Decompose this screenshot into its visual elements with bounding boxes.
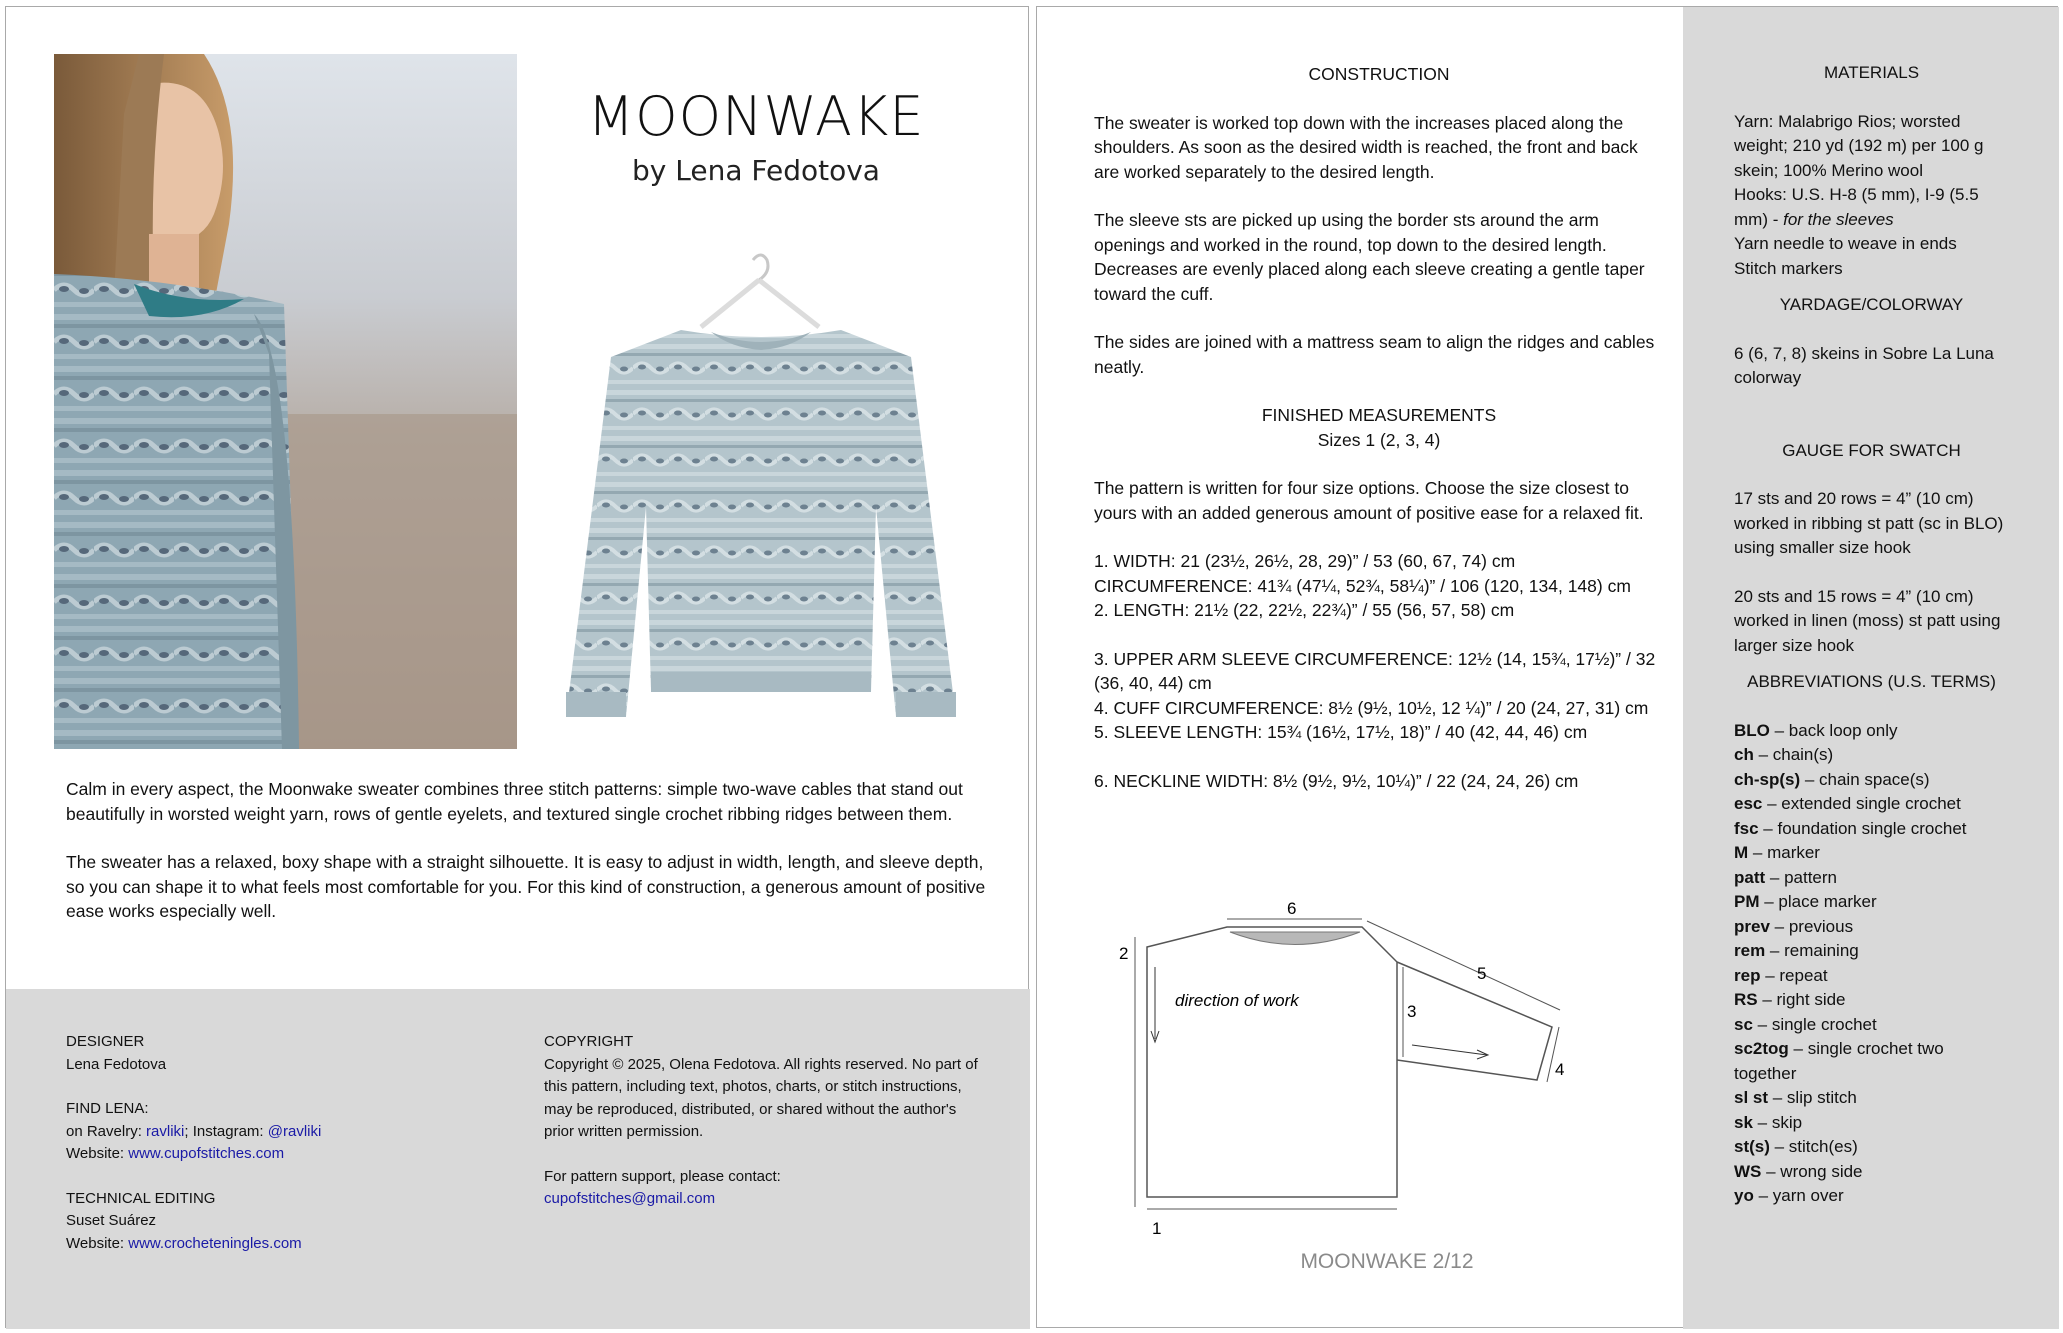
direction-of-work-label: direction of work — [1175, 991, 1299, 1010]
materials-heading: MATERIALS — [1823, 63, 1920, 82]
tech-website-prefix: Website: — [66, 1234, 129, 1252]
abbreviation-desc: – single crochet two together — [1734, 1039, 1944, 1083]
copyright-text: Copyright © 2025, Olena Fedotova. All rights reserved. No part of this pattern, including text, photos, charts, or stitch instructions, may be reproduced, distributed, or shared without the author's prior written permission. — [544, 1055, 978, 1140]
markers-line: Stitch markers — [1734, 258, 1843, 278]
hooks-text: Hooks: U.S. H-8 (5 mm), I-9 (5.5 mm) - — [1734, 185, 1979, 229]
measurement-length: 2. LENGTH: 21½ (22, 22½, 22¾)” / 55 (56, 57, 58) cm — [1094, 600, 1515, 620]
abbreviation-desc: – yarn over — [1753, 1186, 1844, 1205]
abbreviation-desc: – wrong side — [1761, 1161, 1863, 1181]
abbreviations-heading: ABBREVIATIONS (U.S. TERMS) — [1747, 672, 1996, 691]
abbreviation-term: WS — [1734, 1161, 1762, 1181]
diagram-label-2: 2 — [1119, 944, 1129, 963]
tech-website-line — [66, 1233, 506, 1256]
abbreviation-desc: – repeat — [1760, 965, 1828, 985]
construction-paragraph-1: The sweater is worked top down with the increases placed along the shoulders. As soon as the desired width is reached, the front and back are worked separately to the desired length. — [1094, 112, 1638, 182]
construction-heading: CONSTRUCTION — [1308, 64, 1450, 84]
abbreviation-item — [1734, 1160, 2009, 1185]
measurements-heading: FINISHED MEASUREMENTS — [1261, 405, 1497, 425]
model-photo — [54, 54, 517, 749]
abbreviation-desc: – marker — [1748, 843, 1820, 862]
intro-text — [66, 777, 986, 924]
measurements-group-3 — [1094, 769, 1664, 794]
intro-paragraph-1: Calm in every aspect, the Moonwake sweater combines three stitch patterns: simple two-wave cables that stand out beautifully in worsted weight yarn, rows of gentle eyelets, and textured single crochet ribbing ridges between them. — [66, 779, 963, 824]
yardage-heading: YARDAGE/COLORWAY — [1779, 295, 1964, 314]
website-link[interactable]: www.cupofstitches.com — [128, 1145, 285, 1162]
measurement-sleeve-length: 5. SLEEVE LENGTH: 15¾ (16½, 17½, 18)” / 40 (42, 44, 46) cm — [1094, 722, 1588, 742]
pattern-byline: by Lena Fedotova — [632, 154, 880, 187]
construction-paragraph-3: The sides are joined with a mattress seam to align the ridges and cables neatly. — [1094, 332, 1655, 377]
construction-paragraph-2: The sleeve sts are picked up using the border sts around the arm openings and worked in the round, top down to the desired length. Decreases are evenly placed along each sleeve creating a gentle taper toward the cuff. — [1094, 210, 1645, 304]
abbreviation-item — [1734, 866, 2009, 891]
abbreviation-term: rep — [1734, 965, 1761, 985]
abbreviation-term: fsc — [1734, 818, 1759, 838]
page-number: MOONWAKE 2/12 — [1300, 1250, 1474, 1273]
page-left — [5, 6, 1029, 1328]
ravelry-prefix: on Ravelry: — [66, 1122, 147, 1140]
intro-paragraph-2: The sweater has a relaxed, boxy shape with a straight silhouette. It is easy to adjust in width, length, and sleeve depth, so you can shape it to what feels most comfortable for you. For this kind of construction, a generous amount of positive ease works especially well. — [66, 852, 986, 921]
abbreviation-item — [1734, 988, 2009, 1013]
diagram-label-6: 6 — [1287, 899, 1297, 918]
abbreviation-term: sc2tog — [1734, 1039, 1789, 1058]
measurements-intro: The pattern is written for four size options. Choose the size closest to yours with an added generous amount of positive ease for a relaxed fit. — [1094, 478, 1644, 523]
abbreviation-term: sc — [1734, 1014, 1753, 1034]
abbreviation-item — [1734, 890, 2009, 915]
abbreviation-item — [1734, 841, 2009, 866]
tech-editing-label: TECHNICAL EDITING — [66, 1189, 216, 1207]
abbreviation-desc: – place marker — [1759, 892, 1877, 911]
abbreviation-desc: – extended single crochet — [1762, 794, 1961, 813]
abbreviation-item — [1734, 768, 2009, 793]
abbreviation-item — [1734, 964, 2009, 989]
copyright-label: COPYRIGHT — [544, 1033, 634, 1050]
page-right — [1036, 6, 2058, 1328]
abbreviation-term: RS — [1734, 990, 1758, 1009]
sizes-line: Sizes 1 (2, 3, 4) — [1317, 429, 1441, 450]
materials-sidebar — [1683, 7, 2059, 1329]
measurement-cuff: 4. CUFF CIRCUMFERENCE: 8½ (9½, 10½, 12 ¼)” / 20 (24, 27, 31) cm — [1094, 697, 1649, 718]
abbreviation-desc: – chain space(s) — [1800, 769, 1930, 789]
hooks-note: for the sleeves — [1783, 209, 1894, 229]
schematic-diagram — [1077, 897, 1565, 1242]
abbreviation-item — [1734, 792, 2009, 817]
abbreviation-desc: – chain(s) — [1753, 745, 1834, 764]
abbreviation-desc: – skip — [1752, 1112, 1803, 1132]
yardage-line: 6 (6, 7, 8) skeins in Sobre La Luna colorway — [1734, 343, 1994, 387]
abbreviation-item — [1734, 1013, 2009, 1038]
ravelry-link[interactable]: ravliki — [146, 1122, 185, 1140]
support-text: For pattern support, please contact: — [544, 1167, 781, 1185]
neckline-shape — [1230, 932, 1360, 945]
find-label: FIND LENA: — [66, 1100, 149, 1117]
instagram-prefix: ; Instagram: — [184, 1122, 268, 1140]
abbreviation-desc: – previous — [1769, 916, 1854, 936]
abbreviation-item — [1734, 817, 2009, 842]
credits-footer — [6, 989, 1030, 1329]
credits-column — [66, 1031, 506, 1255]
diagram-label-4: 4 — [1555, 1060, 1565, 1079]
abbreviation-desc: – back loop only — [1769, 720, 1898, 740]
tech-editor-name: Suset Suárez — [66, 1212, 157, 1229]
designer-name: Lena Fedotova — [66, 1055, 167, 1073]
tech-website-link[interactable]: www.crocheteningles.com — [128, 1234, 302, 1252]
sidebar-content — [1734, 61, 2009, 1209]
abbreviation-desc: – right side — [1757, 990, 1846, 1009]
body-outline — [1147, 927, 1397, 1197]
diagram-label-5: 5 — [1477, 964, 1487, 983]
instagram-link[interactable]: @ravliki — [267, 1122, 322, 1140]
main-column — [1094, 7, 1664, 793]
support-email-link[interactable]: cupofstitches@gmail.com — [544, 1190, 716, 1207]
copyright-column — [544, 1031, 984, 1211]
abbreviation-term: M — [1734, 843, 1749, 862]
measurement-neckline: 6. NECKLINE WIDTH: 8½ (9½, 9½, 10¼)” / 22 (24, 24, 26) cm — [1094, 770, 1579, 791]
abbreviation-term: prev — [1734, 916, 1770, 936]
abbreviation-term: sl st — [1734, 1088, 1769, 1107]
abbreviation-item — [1734, 1111, 2009, 1136]
pattern-title: MOONWAKE — [587, 85, 925, 148]
website-prefix: Website: — [66, 1145, 129, 1162]
yarn-line: Yarn: Malabrigo Rios; worsted weight; 210 yd (192 m) per 100 g skein; 100% Merino wool — [1734, 111, 1984, 180]
abbreviation-term: rem — [1734, 941, 1766, 960]
abbreviations-list — [1734, 719, 2009, 1209]
abbreviation-term: ch-sp(s) — [1734, 769, 1801, 789]
abbreviation-item — [1734, 1135, 2009, 1160]
abbreviation-term: st(s) — [1734, 1137, 1770, 1156]
sweater-on-hanger-photo — [561, 252, 971, 722]
abbreviation-desc: – remaining — [1765, 941, 1859, 960]
hooks-line — [1734, 183, 2009, 232]
sleeve-outline — [1397, 962, 1552, 1080]
website-line — [66, 1143, 506, 1166]
abbreviation-term: patt — [1734, 867, 1766, 887]
abbreviation-term: ch — [1734, 745, 1754, 764]
abbreviation-item — [1734, 719, 2009, 744]
title-block — [526, 85, 986, 187]
abbreviation-item — [1734, 1086, 2009, 1111]
measurements-group-2 — [1094, 647, 1664, 745]
abbreviation-term: PM — [1734, 892, 1760, 911]
diagram-label-3: 3 — [1407, 1002, 1417, 1021]
abbreviation-desc: – stitch(es) — [1769, 1137, 1858, 1156]
abbreviation-item — [1734, 743, 2009, 768]
diagram-label-1: 1 — [1152, 1219, 1162, 1238]
needle-line: Yarn needle to weave in ends — [1734, 234, 1957, 253]
abbreviation-item — [1734, 939, 2009, 964]
abbreviation-term: sk — [1734, 1112, 1753, 1132]
abbreviation-item — [1734, 1184, 2009, 1209]
measurements-group-1 — [1094, 549, 1664, 623]
abbreviation-desc: – foundation single crochet — [1758, 818, 1967, 838]
designer-label: DESIGNER — [66, 1033, 145, 1050]
abbreviation-desc: – single crochet — [1752, 1014, 1877, 1034]
abbreviation-desc: – pattern — [1765, 867, 1837, 887]
abbreviation-term: esc — [1734, 794, 1763, 813]
measurement-circumference: CIRCUMFERENCE: 41¾ (47¼, 52¾, 58¼)” / 106 (120, 134, 148) cm — [1094, 575, 1631, 596]
abbreviation-item — [1734, 1037, 2009, 1086]
gauge-line-2: 20 sts and 15 rows = 4” (10 cm) worked in linen (moss) st patt using larger size hook — [1734, 586, 2001, 655]
abbreviation-item — [1734, 915, 2009, 940]
abbreviation-term: BLO — [1734, 720, 1770, 740]
gauge-line-1: 17 sts and 20 rows = 4” (10 cm) worked in ribbing st patt (sc in BLO) using smaller size hook — [1734, 489, 2004, 557]
abbreviation-term: yo — [1734, 1186, 1754, 1205]
measurement-upper-arm: 3. UPPER ARM SLEEVE CIRCUMFERENCE: 12½ (14, 15¾, 17½)” / 32 (36, 40, 44) cm — [1094, 648, 1656, 693]
abbreviation-desc: – slip stitch — [1768, 1088, 1857, 1107]
gauge-heading: GAUGE FOR SWATCH — [1782, 440, 1961, 460]
measurement-width: 1. WIDTH: 21 (23½, 26½, 28, 29)” / 53 (60, 67, 74) cm — [1094, 551, 1516, 571]
social-line — [66, 1121, 506, 1144]
